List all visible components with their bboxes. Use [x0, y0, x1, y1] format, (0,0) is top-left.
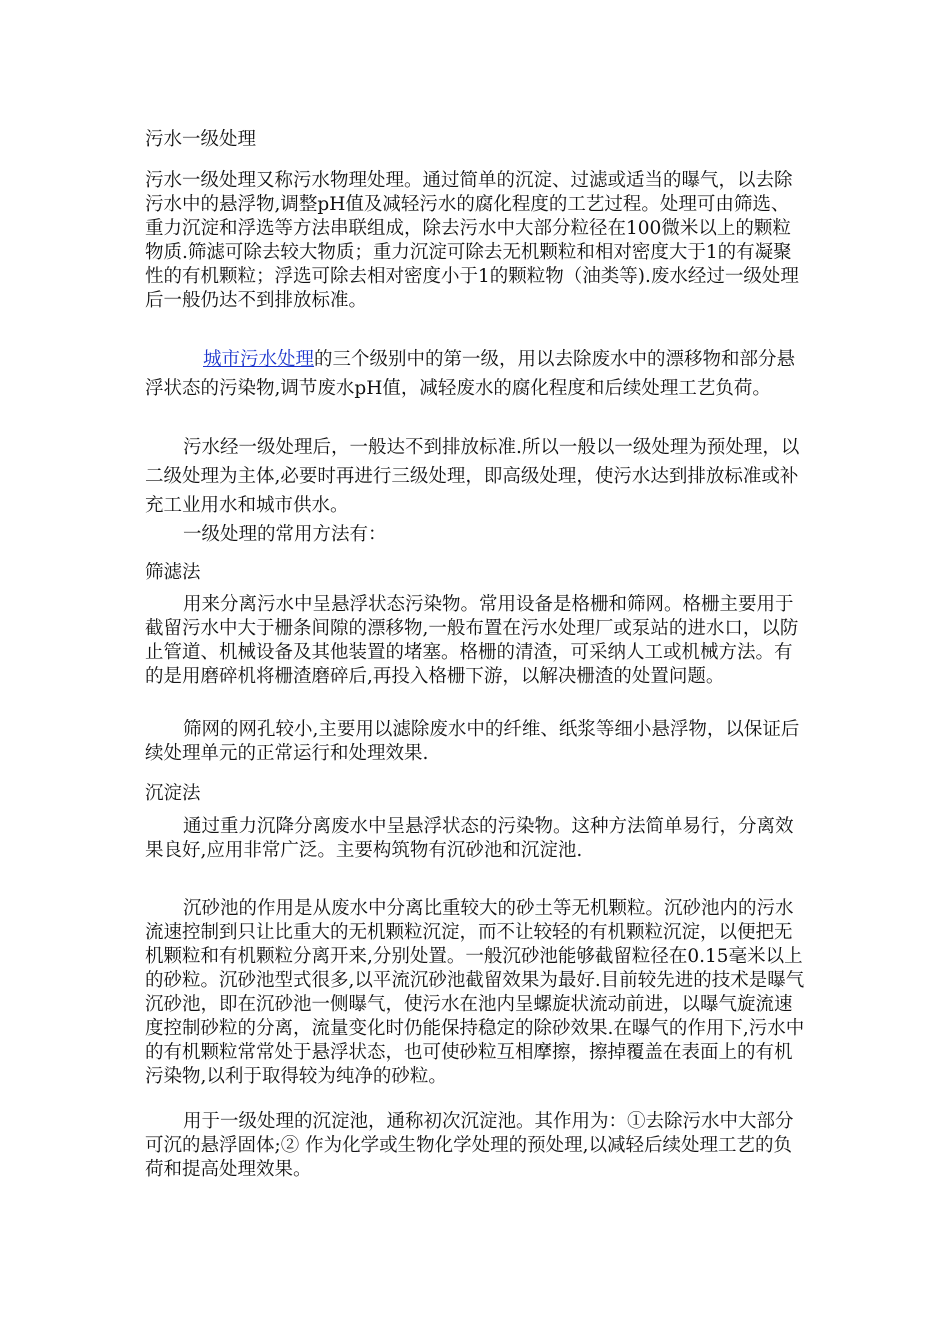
- section-heading-primary-treatment: 污水一级处理: [145, 129, 257, 150]
- section-heading-sedimentation: 沉淀法: [145, 783, 201, 804]
- paragraph-common-methods: 一级处理的常用方法有：: [183, 524, 387, 545]
- city-sewage-treatment-link[interactable]: 城市污水处理: [203, 349, 315, 370]
- paragraph-city-sewage-text: 的三个级别中的第一级，用以去除废水中的漂移物和部分悬浮状态的污染物,调节废水pH值，减轻废水的腐化程度和后续处理工艺负荷。: [145, 349, 796, 399]
- intro-paragraph: 污水一级处理又称污水物理处理。通过简单的沉淀、过滤或适当的曝气，以去除污水中的悬浮物,调整pH值及减轻污水的腐化程度的工艺过程。处理可由筛选、重力沉淀和浮选等方法串联组成，除去污水中大部分粒径在100微米以上的颗粒物质.筛滤可除去较大物质；重力沉淀可除去无机颗粒和相对密度大于1的有凝聚性的有机颗粒；浮选可除去相对密度小于1的颗粒物（油类等).废水经过一级处理后一般仍达不到排放标准。: [145, 170, 799, 311]
- paragraph-grille: 用来分离污水中呈悬浮状态污染物。常用设备是格栅和筛网。格栅主要用于截留污水中大于栅条间隙的漂移物,一般布置在污水处理厂或泵站的进水口，以防止管道、机械设备及其他装置的堵塞。格栅的清渣，可采纳人工或机械方法。有的是用磨碎机将栅渣磨碎后,再投入格栅下游，以解决栅渣的处置问题。: [145, 594, 799, 687]
- paragraph-sedimentation-intro: 通过重力沉降分离废水中呈悬浮状态的污染物。这种方法简单易行，分离效果良好,应用非常广泛。主要构筑物有沉砂池和沉淀池.: [145, 816, 794, 861]
- paragraph-city-sewage: [145, 345, 805, 403]
- section-heading-filtration: 筛滤法: [145, 562, 201, 583]
- paragraph-primary-clarifier: 用于一级处理的沉淀池，通称初次沉淀池。其作用为：①去除污水中大部分可沉的悬浮固体;② 作为化学或生物化学处理的预处理,以减轻后续处理工艺的负荷和提高处理效果。: [145, 1111, 794, 1180]
- paragraph-screen: 筛网的网孔较小,主要用以滤除废水中的纤维、纸浆等细小悬浮物，以保证后续处理单元的正常运行和处理效果.: [145, 719, 800, 764]
- paragraph-grit-chamber: 沉砂池的作用是从废水中分离比重较大的砂土等无机颗粒。沉砂池内的污水流速控制到只让比重大的无机颗粒沉淀，而不让较轻的有机颗粒沉淀，以便把无机颗粒和有机颗粒分离开来,分别处置。一般沉砂池能够截留粒径在0.15毫米以上的砂粒。沉砂池型式很多,以平流沉砂池截留效果为最好.目前较先进的技术是曝气沉砂池，即在沉砂池一侧曝气，使污水在池内呈螺旋状流动前进，以曝气旋流速度控制砂粒的分离，流量变化时仍能保持稳定的除砂效果.在曝气的作用下,污水中的有机颗粒常常处于悬浮状态，也可使砂粒互相摩擦，擦掉覆盖在表面上的有机污染物,以利于取得较为纯净的砂粒。: [145, 898, 805, 1087]
- paragraph-pretreatment: 污水经一级处理后，一般达不到排放标准.所以一般以一级处理为预处理，以二级处理为主体,必要时再进行三级处理，即高级处理，使污水达到排放标准或补充工业用水和城市供水。: [145, 437, 800, 516]
